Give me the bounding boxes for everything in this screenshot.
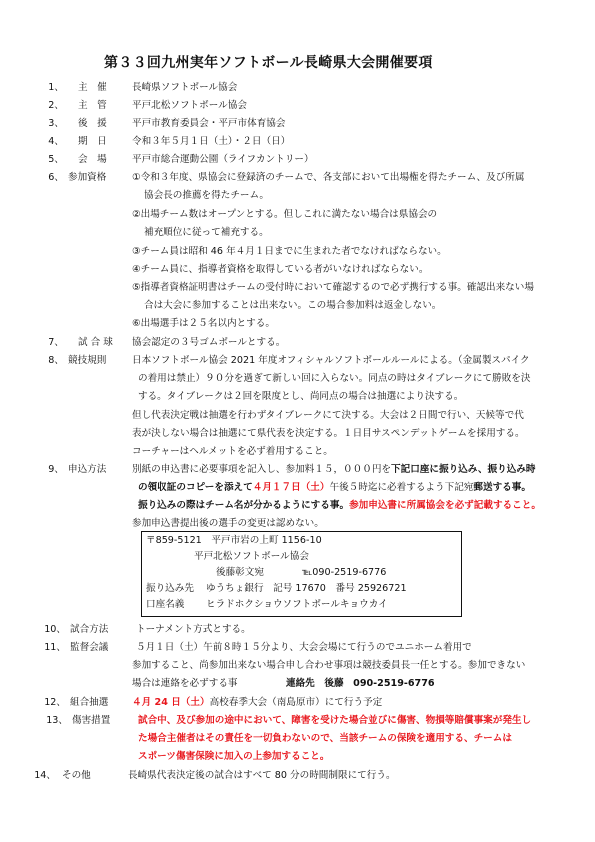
item-label: 試 合 球 [78, 337, 113, 348]
item-label: 傷害措置 [72, 715, 111, 726]
item-value: 平戸北松ソフトボール協会 [132, 100, 247, 111]
eligibility-line: ③チーム員は昭和 46 年４月１日までに生まれた者でなければならない。 [132, 246, 447, 257]
bank-account: ゆうちょ銀行 記号 17670 番号 25926721 [206, 583, 407, 594]
injury-line: た場合主催者はその責任を一切負わないので、当該チームの保険を適用する、チームは [138, 733, 512, 744]
item-value: 長崎県ソフトボール協会 [132, 82, 238, 93]
item-number: 14、 [34, 770, 56, 781]
eligibility-line: ⑥出場選手は２５名以内とする。 [132, 318, 275, 329]
postal-address: 〒859-5121 平戸市岩の上町 1156-10 [146, 535, 322, 546]
item-value: 令和３年５月１日（土）・２日（日） [132, 136, 291, 147]
item-number: 7、 [48, 337, 64, 348]
meeting-line: ５月１日（土）午前８時１５分より、大会会場にて行うのでユニホーム着用で [136, 642, 472, 653]
rules-line: 日本ソフトボール協会 2021 年度オフィシャルソフトボールルールによる。（金属製スパイク [132, 355, 530, 366]
rules-line: 表が決しない場合は抽選にて県代表を決定する。１日目サスペンデットゲームを採用する。 [132, 428, 525, 439]
eligibility-line: ②出場チーム数はオープンとする。但しこれに満たない場合は県協会の [132, 209, 438, 220]
recipient-name: 後藤彰文宛 [216, 567, 264, 578]
item-label: 申込方法 [68, 464, 107, 475]
application-bold-text: 振り込みの際はチーム名が分かるようにする事。 [138, 500, 350, 511]
eligibility-line: ①令和３年度、県協会に登録済のチームで、各支部において出場権を得たチーム、及び所属 [132, 172, 525, 183]
item-label: 主 催 [78, 82, 107, 93]
eligibility-line: 合は大会に参加することは出来ない。この場合参加料は返金しない。 [144, 300, 442, 311]
item-value: 協会認定の３号ゴムボールとする。 [132, 337, 286, 348]
item-number: 2、 [48, 100, 64, 111]
item-label: 会 場 [78, 154, 107, 165]
item-number: 13、 [46, 715, 68, 726]
injury-line: 試合中、及び参加の途中において、障害を受けた場合並びに傷害、物損等賠償事案が発生し [138, 715, 532, 726]
item-label: 監督会議 [70, 642, 109, 653]
item-label: 試合方法 [70, 624, 109, 635]
meeting-line: 場合は連絡を必ずする事 [132, 678, 238, 689]
eligibility-line: 協会長の推薦を得たチーム。 [144, 190, 270, 201]
contact-info: 連絡先 後藤 090-2519-6776 [286, 678, 435, 689]
meeting-line: 参加すること、尚参加出来ない場合申し合わせ事項は競技委員長一任とする。参加できない [132, 660, 526, 671]
rules-line: 但し代表決定戦は抽選を行わずタイブレークにて決する。大会は２日間で行い、天候等で代 [132, 410, 524, 421]
item-number: 10、 [44, 624, 66, 635]
item-number: 11、 [44, 642, 66, 653]
item-number: 3、 [48, 118, 64, 129]
application-bold-text: 郵送する事。 [473, 482, 531, 493]
eligibility-line: ④チーム員に、指導者資格を取得している者がいなければならない。 [132, 264, 429, 275]
item-label: その他 [62, 770, 91, 781]
page-title: 第３３回九州実年ソフトボール長崎県大会開催要項 [104, 55, 433, 71]
application-bold-text: 下記口座に振り込み、振り込み時 [391, 464, 536, 475]
injury-line: スポーツ傷害保険に加入の上参加すること。 [138, 751, 330, 762]
item-label: 後 援 [78, 118, 107, 129]
application-text: 午後５時迄に必着するよう下記宛 [329, 482, 474, 493]
draw-place: 高校春季大会（南島原市）にて行う予定 [209, 697, 383, 708]
item-number: 5、 [48, 154, 64, 165]
application-bold-text: の領収証のコピーを添えて [138, 482, 253, 493]
item-number: 4、 [48, 136, 64, 147]
item-label: 期 日 [78, 136, 107, 147]
account-holder: ヒラドホクショウソフトボールキョウカイ [206, 599, 388, 610]
item-number: 8、 [48, 355, 64, 366]
application-text: 参加申込書提出後の選手の変更は認めない。 [132, 518, 324, 529]
association-name: 平戸北松ソフトボール協会 [194, 551, 309, 562]
item-value: 長崎県代表決定後の試合はすべて 80 分の時間制限にて行う。 [128, 770, 396, 781]
item-label: 競技規則 [68, 355, 107, 366]
item-number: 12、 [44, 697, 66, 708]
item-value: 平戸市教育委員会・平戸市体育協会 [132, 118, 286, 129]
bank-label: 振り込み先 [146, 583, 194, 594]
rules-line: する。タイブレークは２回を限度とし、尚同点の場合は抽選により決する。 [138, 391, 464, 402]
eligibility-line: 補充順位に従って補充する。 [144, 227, 269, 238]
item-number: 6、 [48, 172, 64, 183]
item-value: 平戸市総合運動公園（ライフカントリー） [132, 154, 314, 165]
rules-line: の着用は禁止）９０分を過ぎて新しい回に入らない。同点の時はタイブレークにて勝敗を決 [138, 373, 531, 384]
application-text: 別紙の申込書に必要事項を記入し、参加料１５，０００円を [132, 464, 392, 475]
item-label: 組合抽選 [70, 697, 109, 708]
account-holder-label: 口座名義 [146, 599, 185, 610]
rules-line: コーチャーはヘルメットを必ず着用すること。 [132, 446, 333, 457]
draw-date: ４月 24 日（土） [132, 697, 210, 708]
recipient-phone: ℡090-2519-6776 [302, 567, 387, 578]
item-value: トーナメント方式とする。 [136, 624, 251, 635]
application-red-note: 参加申込書に所属協会を必ず記載すること。 [349, 500, 541, 511]
deadline-date: ４月１７日（土） [252, 482, 330, 493]
item-label: 参加資格 [68, 172, 107, 183]
item-label: 主 管 [78, 100, 107, 111]
payment-info-box [141, 531, 462, 617]
item-number: 9、 [48, 464, 64, 475]
item-number: 1、 [48, 82, 64, 93]
eligibility-line: ⑤指導者資格証明書はチームの受付時において確認するので必ず携行する事。確認出来ない場 [132, 282, 534, 293]
